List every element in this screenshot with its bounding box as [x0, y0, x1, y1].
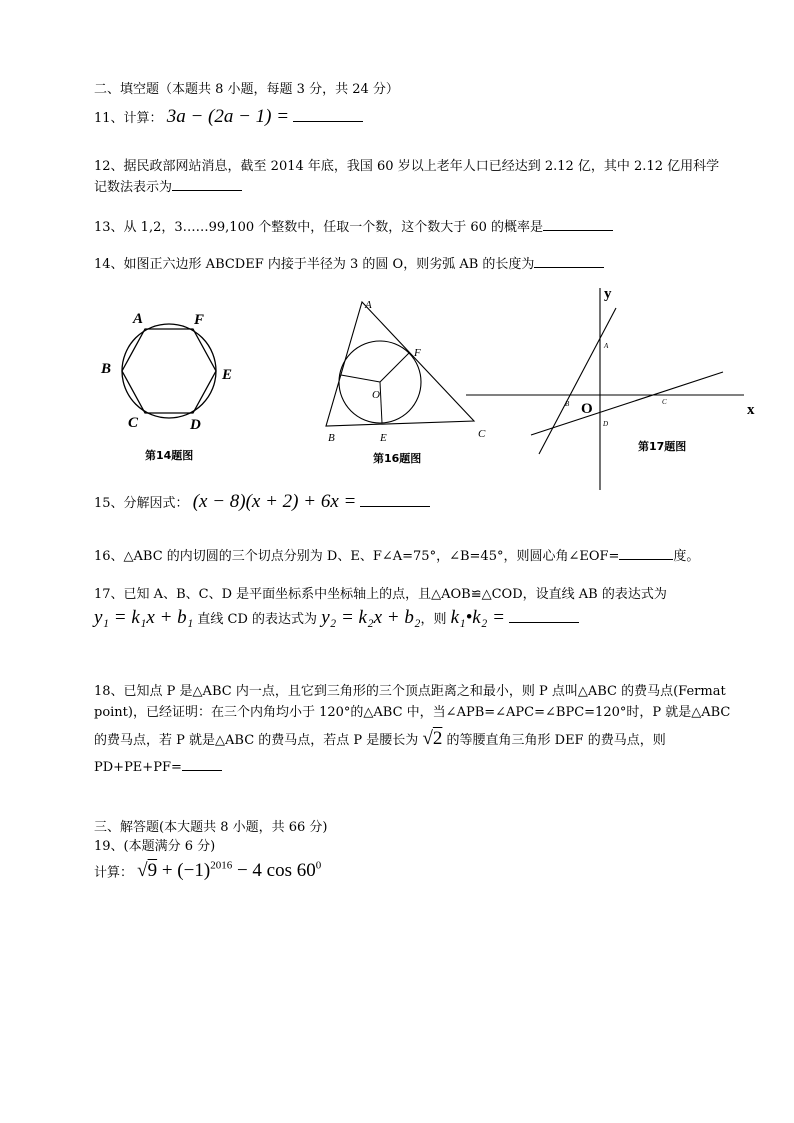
question-18-text-b: 的等腰直角三角形 DEF 的费马点，则 — [446, 733, 666, 748]
question-15-label: 15、分解因式： — [94, 496, 189, 511]
label-17-b: B — [565, 400, 570, 408]
label-origin: O — [581, 401, 593, 417]
line-ab — [539, 308, 616, 454]
label-14-b: B — [101, 361, 112, 377]
question-17-line-2 — [94, 607, 579, 629]
question-19-header: 19、(本题满分 6 分) — [94, 839, 216, 854]
figure-17 — [466, 286, 755, 490]
question-13-text: 13、从 1,2，3……99,100 个整数中，任取一个数，这个数大于 60 的概率是 — [94, 220, 544, 235]
label-17-a: A — [604, 342, 609, 350]
radius-oe — [380, 382, 382, 423]
regular-hexagon — [122, 329, 216, 413]
label-16-o: O — [372, 389, 380, 401]
question-19 — [94, 860, 321, 882]
question-13 — [94, 216, 613, 235]
label-y-axis: y — [604, 286, 612, 302]
figures-panel — [0, 280, 794, 495]
answer-blank-14[interactable] — [534, 267, 604, 268]
label-17-c: C — [662, 398, 667, 406]
circumscribed-circle — [122, 324, 216, 418]
question-18-text-a: 的费马点，若 P 就是△ABC 的费马点，若点 P 是腰长为 — [94, 733, 419, 748]
sqrt-nine: 9 — [147, 860, 158, 882]
question-14-text: 14、如图正六边形 ABCDEF 内接于半径为 3 的圆 O，则劣弧 AB 的长度为 — [94, 257, 535, 272]
question-16-text: 16、△ABC 的内切圆的三个切点分别为 D、E、F∠A=75°，∠B=45°，则圆心角∠EOF= — [94, 549, 620, 564]
sqrt-radicand: 2 — [432, 728, 443, 749]
question-14 — [94, 253, 604, 272]
question-11-expression: 3a − (2a − 1) = — [166, 106, 290, 127]
question-16-suffix: 度。 — [673, 549, 700, 564]
answer-blank-12[interactable] — [172, 190, 242, 191]
line-cd — [531, 372, 723, 435]
label-14-f: F — [194, 312, 205, 328]
degree-superscript: 0 — [315, 860, 322, 872]
figure-14 — [100, 311, 232, 462]
question-12-text: 记数法表示为 — [94, 180, 173, 195]
label-16-f: F — [414, 347, 421, 359]
question-15 — [94, 491, 430, 513]
question-15-expression: (x − 8)(x + 2) + 6x = — [192, 491, 357, 512]
question-17-then: ，则 — [420, 612, 447, 627]
label-14-e: E — [222, 367, 233, 383]
section-2-title: 二、填空题（本题共 8 小题，每题 3 分，共 24 分） — [94, 82, 399, 97]
question-18-line-4 — [94, 760, 222, 775]
question-18-line-3 — [94, 728, 666, 750]
question-16 — [94, 545, 699, 564]
power-exponent: 2016 — [210, 860, 233, 872]
figure-17-caption: 第17题图 — [638, 440, 687, 453]
figure-14-caption: 第14题图 — [145, 449, 194, 462]
question-17-mid-text: 直线 CD 的表达式为 — [197, 612, 318, 627]
label-x-axis: x — [747, 402, 755, 418]
radius-of — [380, 353, 409, 382]
question-19-expression: $√9 + (-1)^{2016} - 4$ $\cos 60^0$ — [137, 860, 322, 882]
label-16-c: C — [478, 428, 486, 440]
expression-line-ab: y₁ = k₁x + b₁ — [94, 607, 194, 628]
section-3-title: 三、解答题(本大题共 8 小题，共 66 分) — [94, 820, 328, 835]
answer-blank-11[interactable] — [293, 121, 363, 122]
power-base: + (−1) — [161, 860, 211, 882]
label-14-c: C — [128, 415, 139, 431]
label-16-b: B — [328, 432, 335, 444]
answer-blank-15[interactable] — [360, 506, 430, 507]
answer-blank-17[interactable] — [509, 622, 579, 623]
question-17-line-1: 17、已知 A、B、C、D 是平面坐标系中坐标轴上的点，且△AOB≌△COD，设直线 AB 的表达式为 — [94, 587, 667, 602]
question-19-label: 计算： — [94, 865, 134, 881]
question-18-line-2: point)，已经证明：在三个内角均小于 120°的△ABC 中，当∠APB=∠APC=∠BPC=120°时，P 就是△ABC — [94, 705, 731, 720]
expression-product: k₁•k₂ = — [450, 607, 505, 628]
expression-line-cd: y₂ = k₂x + b₂ — [321, 607, 421, 628]
label-14-a: A — [133, 311, 144, 327]
figure-16-caption: 第16题图 — [373, 452, 422, 465]
question-11-label: 11、计算： — [94, 111, 163, 126]
answer-blank-18[interactable] — [182, 770, 222, 771]
label-17-d: D — [603, 420, 609, 428]
label-16-a: A — [365, 299, 372, 311]
question-11 — [94, 106, 363, 128]
cosine-term: − 4 cos 60 — [236, 860, 316, 882]
figure-16 — [326, 299, 486, 465]
answer-blank-13[interactable] — [543, 230, 613, 231]
question-18-line-1: 18、已知点 P 是△ABC 内一点，且它到三角形的三个顶点距离之和最小，则 P 点叫△ABC 的费马点(Fermat — [94, 684, 726, 699]
question-12-line-2 — [94, 176, 242, 195]
sqrt-expression: √2 — [422, 728, 443, 749]
question-18-answer-label: PD+PE+PF= — [94, 760, 182, 775]
answer-blank-16[interactable] — [619, 559, 673, 560]
label-16-e: E — [380, 432, 387, 444]
question-12-line-1: 12、据民政部网站消息，截至 2014 年底，我国 60 岁以上老年人口已经达到 2.12 亿，其中 2.12 亿用科学 — [94, 159, 720, 174]
label-14-d: D — [190, 417, 201, 433]
radius-to-side-ab — [341, 375, 380, 382]
